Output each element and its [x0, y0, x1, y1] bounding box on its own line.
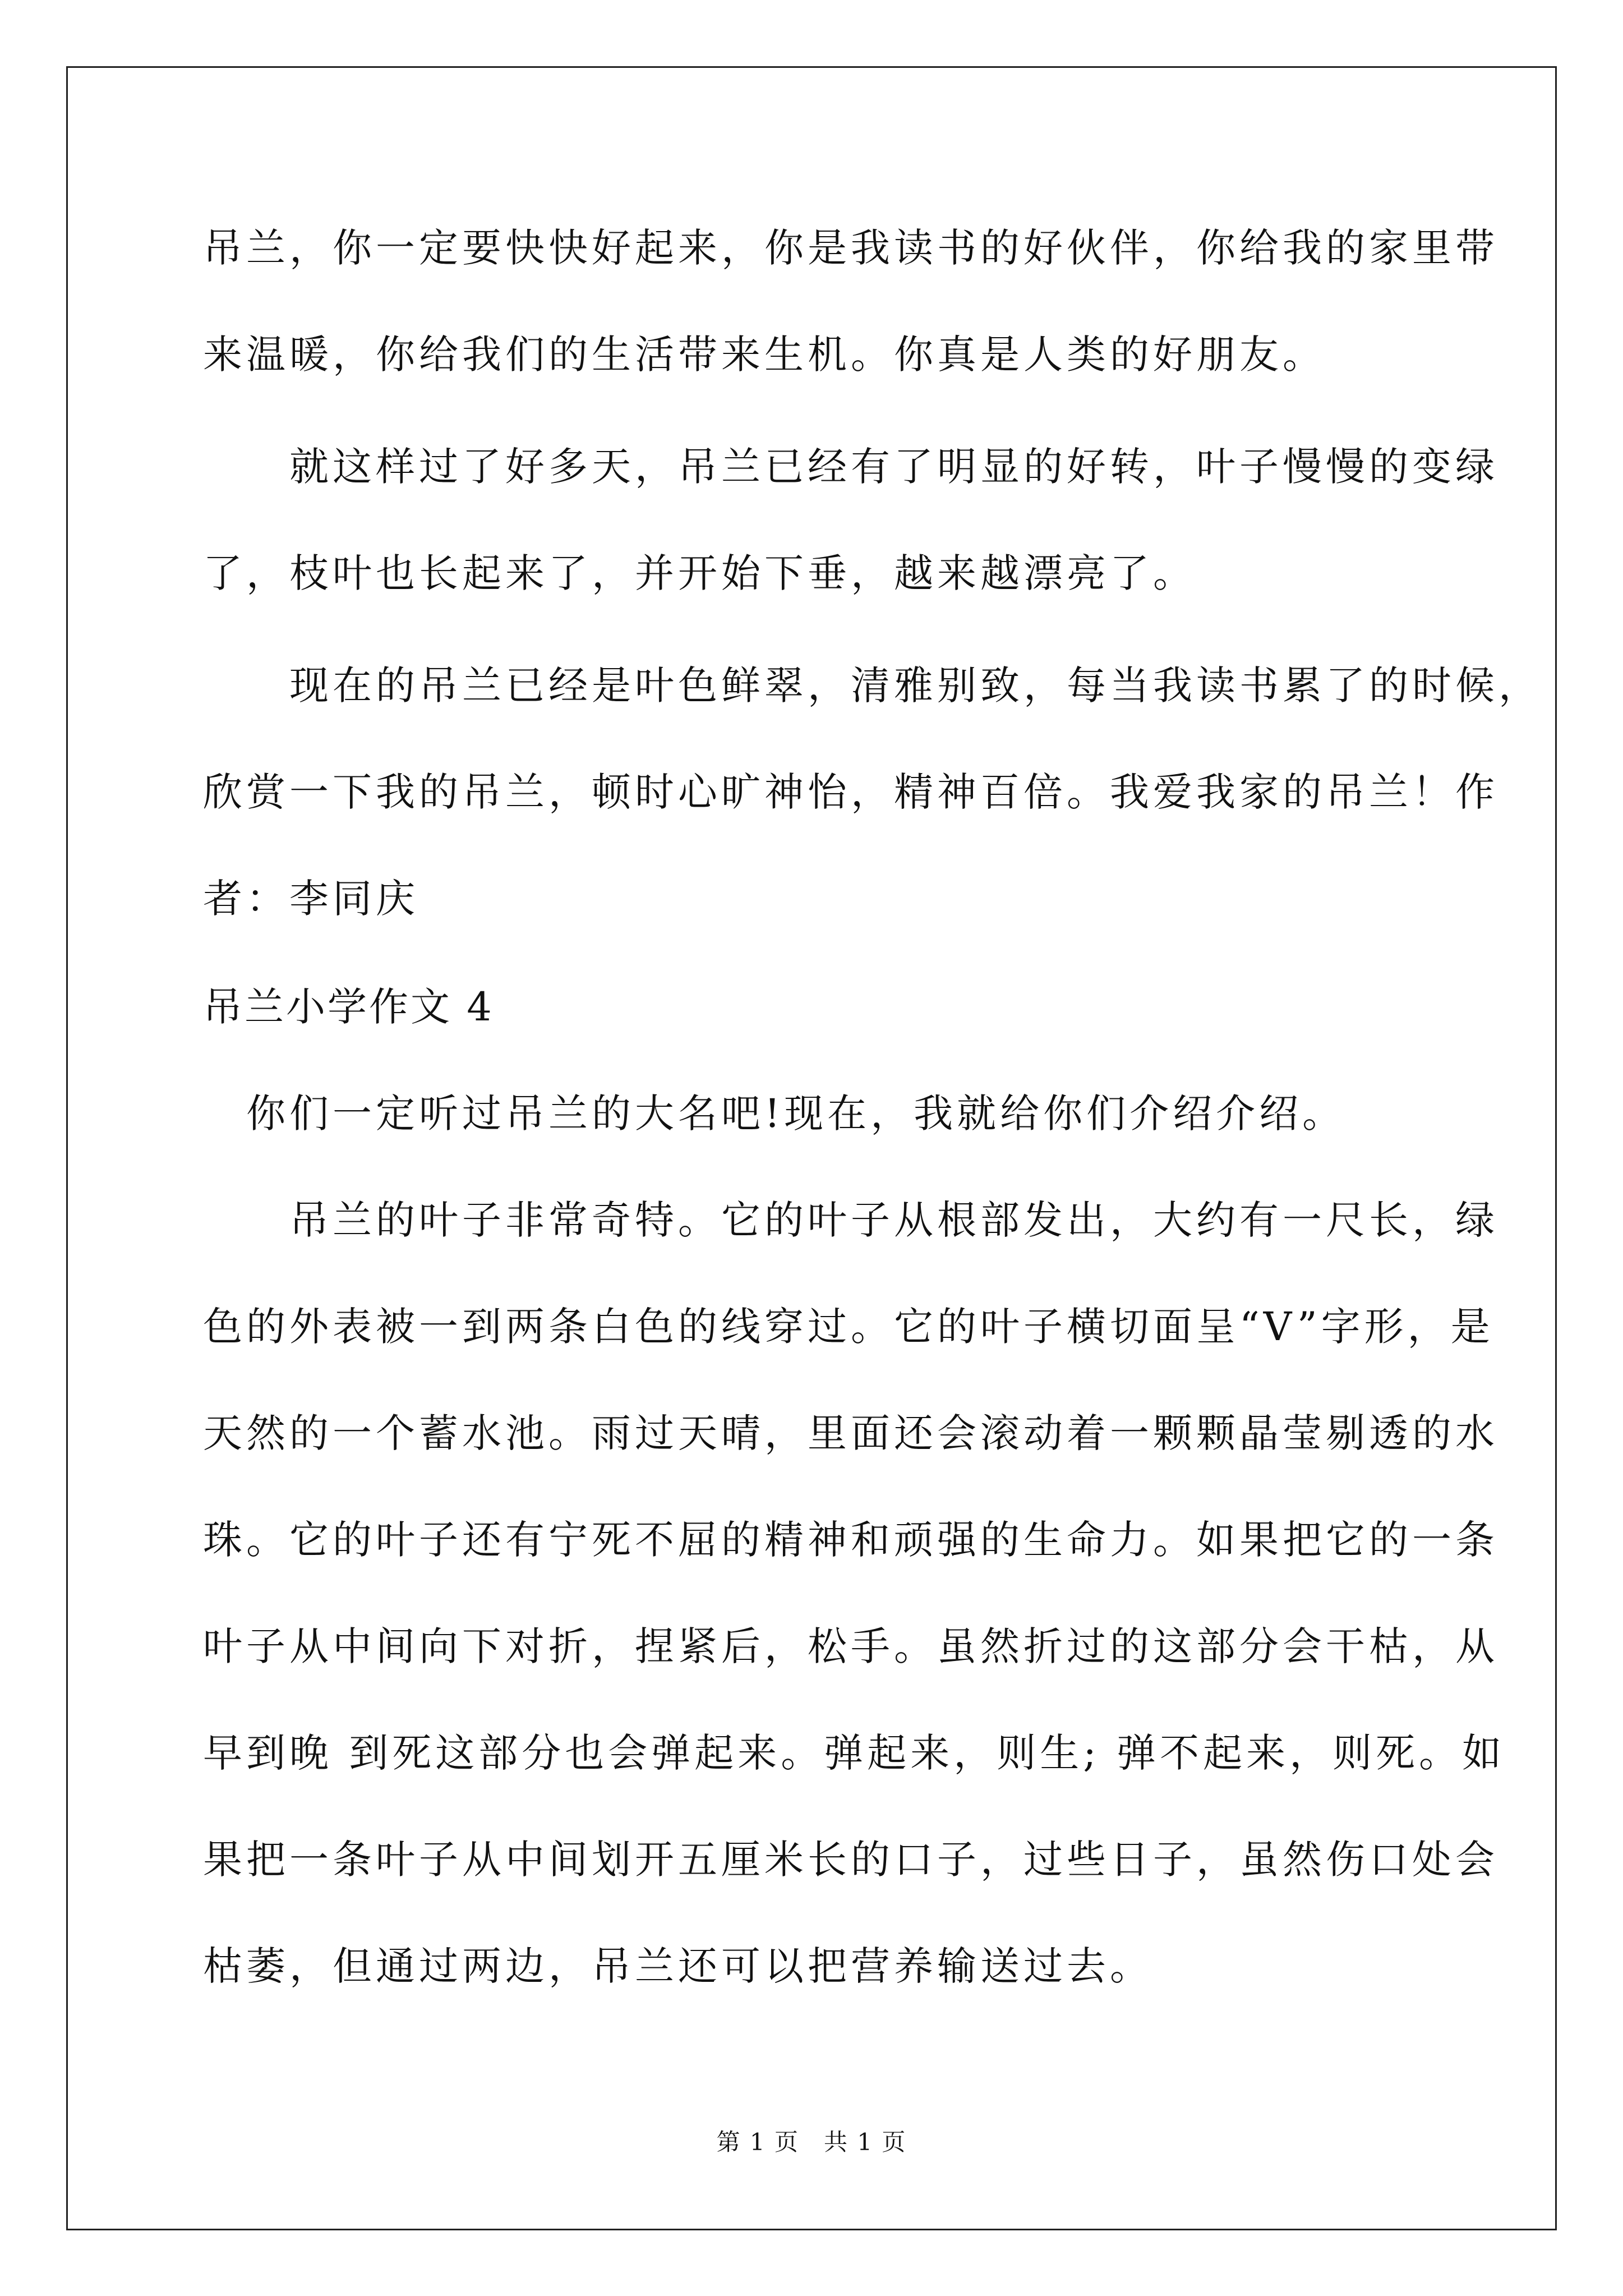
text-line: 了，枝叶也长起来了，并开始下垂，越来越漂亮了。 — [203, 550, 1196, 596]
text-line: 现在的吊兰已经是叶色鲜翠，清雅别致，每当我读书累了的时候， — [203, 662, 1542, 708]
paragraph-5 — [203, 1167, 1505, 2019]
text-line: 果把一条叶子从中间划开五厘米长的口子，过些日子，虽然伤口处会 — [203, 1837, 1498, 1883]
page-number-footer: 第 1 页 共 1 页 — [716, 2128, 907, 2156]
text-line: 枯萎，但通过两边，吊兰还可以把营养输送过去。 — [203, 1943, 1153, 1989]
paragraph-3 — [203, 632, 1542, 952]
text-line: 早到晚 到死这部分也会弹起来。弹起来，则生; 弹不起来，则死。如 — [203, 1730, 1506, 1776]
paragraph-1 — [203, 195, 1498, 408]
text-line: 吊兰，你一定要快快好起来，你是我读书的好伙伴，你给我的家里带 — [203, 225, 1498, 271]
paragraph-4 — [203, 1060, 1345, 1167]
text-line: 珠。它的叶子还有宁死不屈的精神和顽强的生命力。如果把它的一条 — [203, 1517, 1498, 1563]
text-line: 来温暖，你给我们的生活带来生机。你真是人类的好朋友。 — [203, 332, 1326, 378]
text-line: 色的外表被一到两条白色的线穿过。它的叶子横切面呈“V”字形，是 — [203, 1304, 1494, 1350]
text-line: 就这样过了好多天，吊兰已经有了明显的好转，叶子慢慢的变绿 — [203, 444, 1498, 490]
text-line: 天然的一个蓄水池。雨过天晴，里面还会滚动着一颗颗晶莹剔透的水 — [203, 1410, 1498, 1456]
text-line: 欣赏一下我的吊兰，顿时心旷神怡，精神百倍。我爱我家的吊兰！作 — [203, 769, 1498, 815]
text-line: 吊兰的叶子非常奇特。它的叶子从根部发出，大约有一尺长，绿 — [203, 1197, 1498, 1243]
text-line: 你们一定听过吊兰的大名吧!现在，我就给你们介绍介绍。 — [203, 1091, 1346, 1137]
text-line: 者：李同庆 — [203, 876, 419, 922]
section-heading: 吊兰小学作文 4 — [203, 984, 494, 1030]
paragraph-2 — [203, 413, 1498, 627]
text-line: 叶子从中间向下对折，捏紧后，松手。虽然折过的这部分会干枯，从 — [203, 1623, 1498, 1669]
